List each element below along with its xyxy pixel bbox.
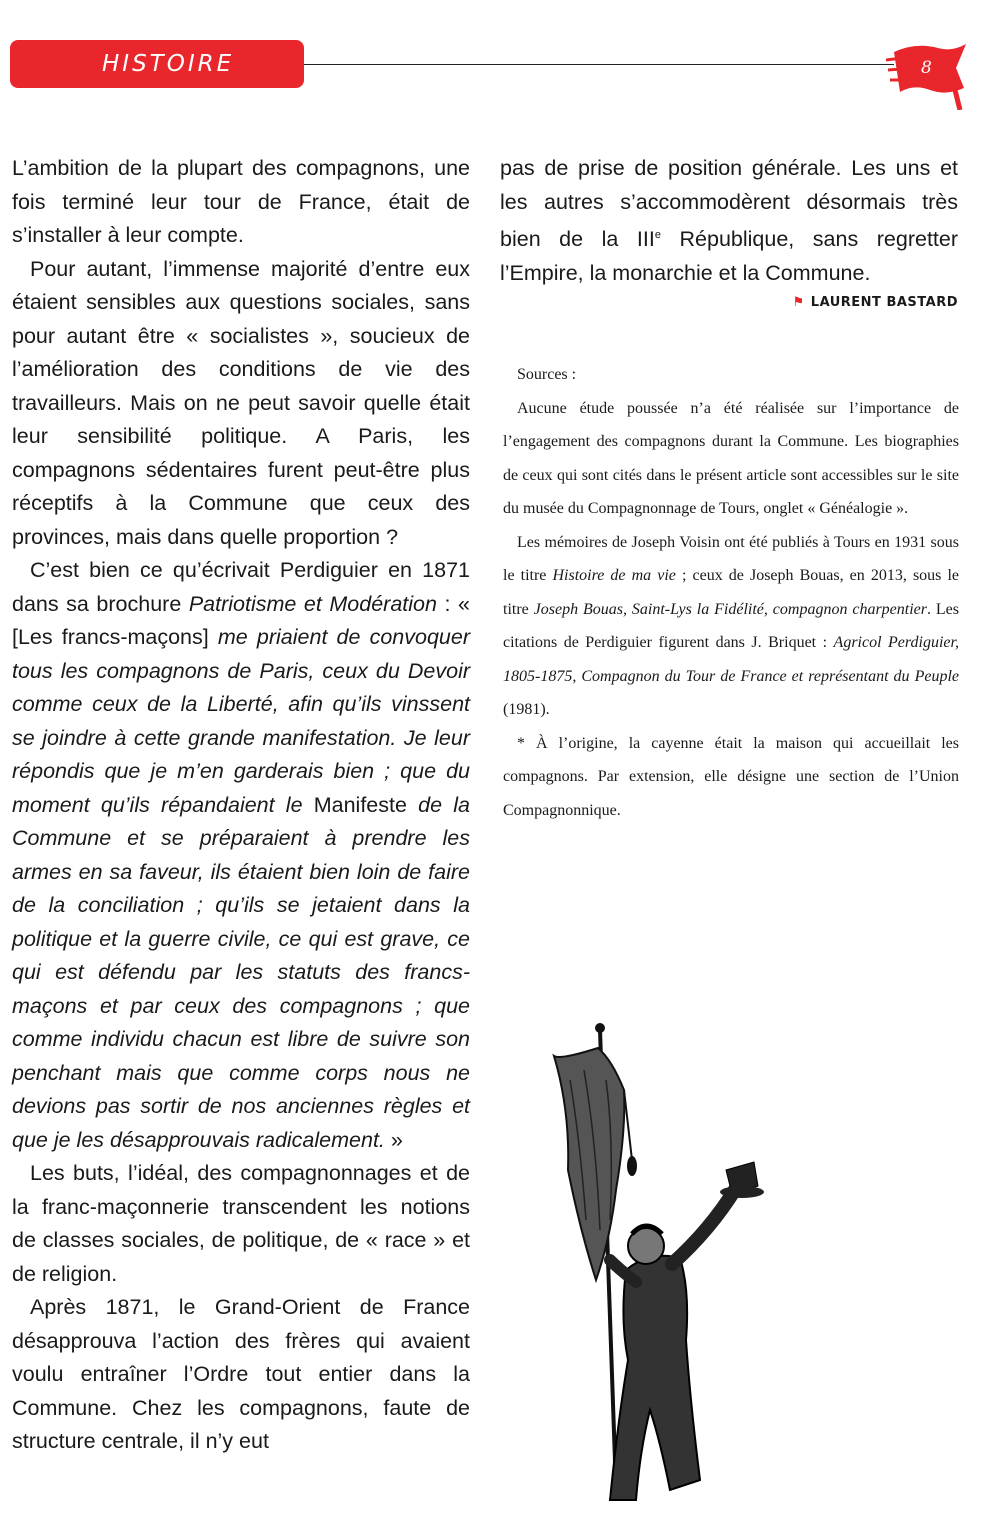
text-run: Les mémoires de Joseph Voisin ont été publiés à Tours en 1931 sous le titre — [503, 533, 959, 584]
left-column — [12, 152, 470, 1459]
book-title: Agricol Perdiguier, 1805-1875, Compagnon du Tour de France et représentant du Peuple — [503, 634, 959, 685]
paragraph: L’ambition de la plupart des compagnons, une fois terminé leur tour de France, était de s’installer à leur compte. — [12, 156, 470, 247]
text-run: » — [384, 1127, 403, 1152]
quote-text: me priaient de convoquer tous les compagnons de Paris, ceux du Devoir comme ceux de la Liberté, afin qu’ils vinssent se joindre à cette grande manifestation. Je leur répondis que je m’en garderais bien ; que du moment qu’ils répandaient le — [12, 625, 471, 817]
section-tab — [10, 40, 304, 88]
paragraph: Après 1871, le Grand-Orient de France désapprouva l’action des frères qui avaient voulu entraîner l’Ordre tout entier dans la Commune. Chez les compagnons, faute de structure centrale, il n’y eut — [12, 1295, 470, 1453]
brochure-title: Patriotisme et Modération — [188, 591, 437, 616]
book-title: Histoire de ma vie — [552, 567, 676, 584]
right-column — [500, 152, 958, 290]
sources-block — [503, 358, 959, 827]
byline-flag-icon: ⚑ — [792, 295, 805, 310]
engraving-illustration — [540, 1020, 800, 1530]
page-number: 8 — [921, 58, 932, 78]
source-entry: Aucune étude poussée n’a été réalisée sur l’importance de l’engagement des compagnons durant la Commune. Les biographies de ceux qui sont cités dans le présent article sont accessibles sur le site du musée du Compagnonnage de Tours, onglet « Généalogie ». — [503, 399, 959, 517]
sources-heading: Sources : — [517, 366, 577, 383]
source-entry — [503, 526, 959, 727]
quote-text: de la Commune et se préparaient à prendre les armes en sa faveur, ils étaient bien loin de faire de la conciliation ; qu’ils se jetaient dans la politique et la guerre civile, ce qui est grave, ce qui est défendu par les statuts des francs-maçons et par ceux des compagnons ; que comme individu chacun est libre de suivre son penchant mais que comme corps nous ne devions pas sortir de nos anciennes règles et que je les désapprouvais radicalement. — [12, 792, 470, 1152]
superscript: e — [654, 229, 661, 241]
text-run: (1981). — [503, 701, 550, 718]
header-rule — [304, 64, 894, 65]
author-byline — [760, 295, 958, 310]
text-run: III — [636, 227, 655, 252]
book-title: Joseph Bouas, Saint-Lys la Fidélité, compagnon charpentier — [533, 600, 927, 618]
text-run: . Les citations de Perdiguier figurent dans J. Briquet : — [503, 600, 960, 651]
text-run: : « [Les francs-maçons] — [12, 591, 470, 649]
text-run: C’est bien ce qu’écrivait Perdiguier en 1871 dans sa brochure — [12, 558, 470, 616]
section-label: HISTOIRE — [102, 51, 235, 77]
paragraph — [500, 152, 958, 290]
paragraph: Pour autant, l’immense majorité d’entre eux étaient sensibles aux questions sociales, sans pour autant être « socialistes », soucieux de l’amélioration des conditions de vie des travailleurs. Mais on ne peut savoir quelle était leur sensibilité politique. A Paris, les compagnons sédentaires furent peut-être plus réceptifs à la Commune que ceux des provinces, mais dans quelle proportion ? — [12, 256, 470, 549]
text-run: République, sans regretter l’Empire, la monarchie et la Commune. — [500, 227, 959, 285]
author-name: LAURENT BASTARD — [810, 295, 958, 310]
text-run: ; ceux de Joseph Bouas, en 2013, sous le titre — [503, 567, 960, 618]
footnote: * À l’origine, la cayenne était la maison qui accueillait les compagnons. Par extension, elle désigne une section de l’Union Compagnonnique. — [503, 734, 959, 819]
paragraph: Les buts, l’idéal, des compagnonnages et de la franc-maçonnerie transcendent les notions de classes sociales, de politique, de « race » et de religion. — [12, 1161, 470, 1286]
text-run: pas de prise de position générale. Les uns et les autres s’accommodèrent désormais très bien de la — [500, 156, 958, 252]
paragraph-quote — [12, 554, 470, 1157]
text-run: Manifeste — [313, 792, 407, 817]
